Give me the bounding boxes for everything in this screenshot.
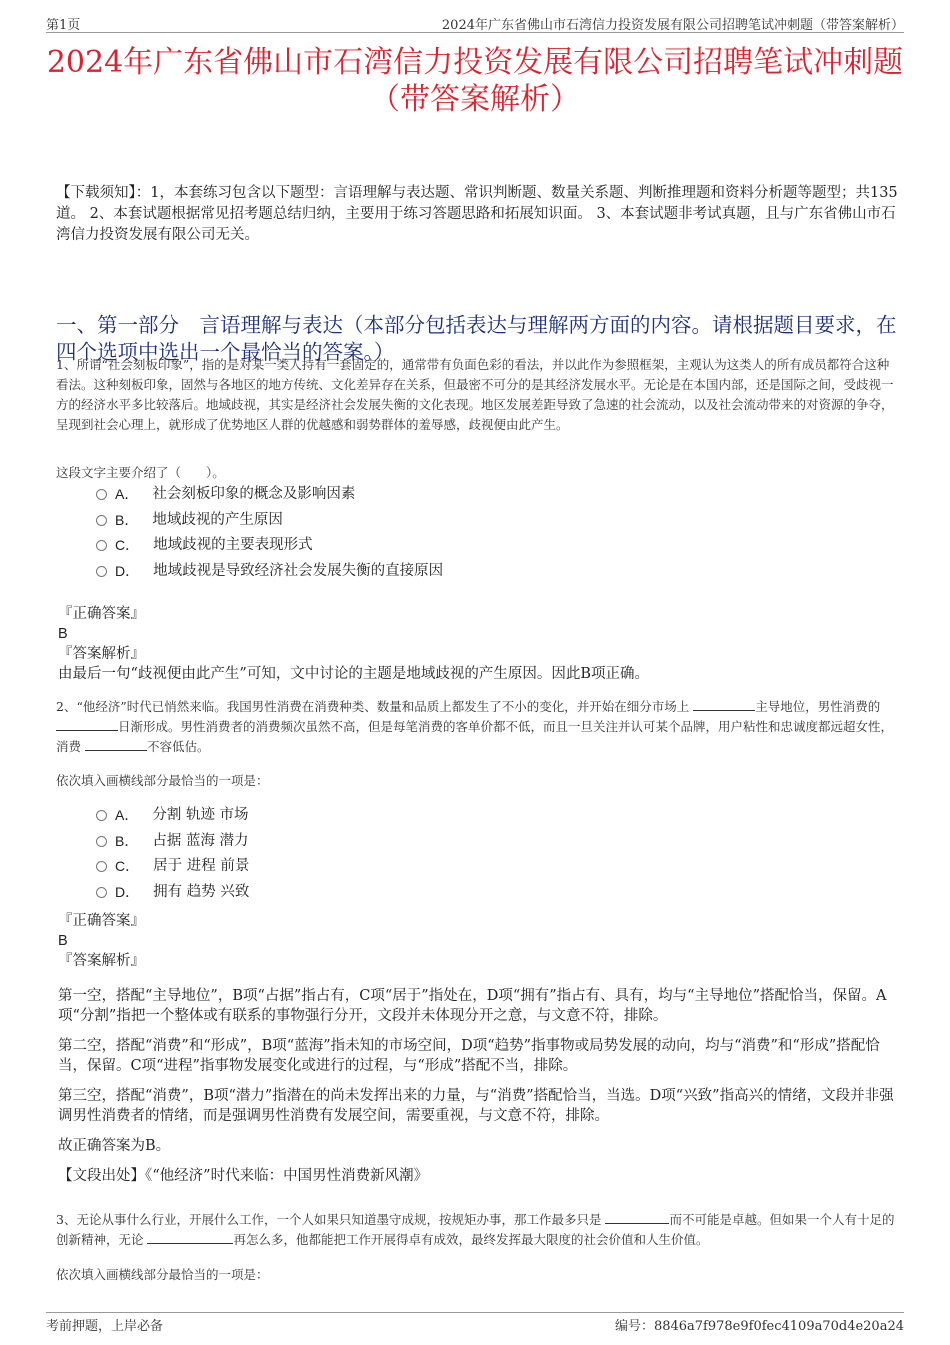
fill-blank	[56, 718, 118, 731]
q2-option-b[interactable]: B． 占据 蓝海 潜力	[96, 829, 249, 855]
question-1-text: 1、所谓“社会刻板印象”，指的是对某一类人持有一套固定的，通常带有负面色彩的看法，并以此作为参照框架，主观认为这类人的所有成员都符合这种看法。这种刻板印象，固然与各地区的地方传统、文化差异存在关系，但最密不可分的是其经济发展水平。无论是在本国内部，还是国际之间，受歧视一方的经济水平多比较落后。地域歧视，其实是经济社会发展失衡的文化表现。地区发展差距导致了急速的社会流动，以及社会流动带来的对资源的争夺，呈现到社会心理上，就形成了优势地区人群的优越感和弱势群体的羞辱感，歧视便由此产生。	[56, 357, 894, 432]
q1-option-b[interactable]: B． 地域歧视的产生原因	[96, 508, 443, 534]
question-3-prompt: 依次填入画横线部分最恰当的一项是：	[56, 1267, 269, 1282]
header-doc-title: 2024年广东省佛山市石湾信力投资发展有限公司招聘笔试冲刺题（带答案解析）	[441, 18, 904, 33]
radio-icon[interactable]	[96, 887, 107, 898]
radio-icon[interactable]	[96, 489, 107, 500]
question-1-analysis: 由最后一句“歧视便由此产生”可知，文中讨论的主题是地域歧视的产生原因。因此B项正确。	[58, 666, 649, 682]
fill-blank	[693, 698, 755, 711]
correct-answer-label: 『正确答案』	[58, 913, 145, 929]
radio-icon[interactable]	[96, 836, 107, 847]
footer-serial: 编号：8846a7f978e9f0fec4109a70d4e20a24	[614, 1319, 904, 1334]
analysis-paragraph: 第三空，搭配“消费”，B项“潜力”指潜在的尚未发挥出来的力量，与“消费”搭配恰当，当选。D项“兴致”指高兴的情绪，文段并非强调男性消费者的情绪，而是强调男性消费有发展空间，需要重视，与文意不符，排除。	[58, 1088, 894, 1124]
question-3-text: 3、无论从事什么行业，开展什么工作，一个人如果只知道墨守成规，按规矩办事，那工作最多只是 而不可能是卓越。但如果一个人有十足的创新精神，无论 再怎么多，他都能把工作开展得卓有成效，最终发挥最大限度的社会价值和人生价值。	[56, 1212, 895, 1247]
question-1-answer-block	[58, 604, 904, 684]
fill-blank	[605, 1211, 669, 1224]
page-header	[46, 14, 904, 33]
fill-blank	[147, 1231, 233, 1244]
question-1-options	[96, 482, 443, 584]
page-footer	[46, 1312, 904, 1334]
analysis-paragraph: 第一空，搭配“主导地位”，B项“占据”指占有，C项“居于”指处在，D项“拥有”指占有、具有，均与“主导地位”搭配恰当，保留。A项“分割”指把一个整体或有联系的事物强行分开，文段并未体现分开之意，与文意不符，排除。	[58, 988, 887, 1024]
correct-answer-value: B	[58, 933, 68, 949]
q2-option-c[interactable]: C． 居于 进程 前景	[96, 854, 249, 880]
correct-answer-value: B	[58, 626, 68, 642]
analysis-label: 『答案解析』	[58, 953, 145, 969]
question-2-text: 2、“他经济”时代已悄然来临。我国男性消费在消费种类、数量和品质上都发生了不小的变化，并开始在细分市场上 主导地位，男性消费的 日渐形成。男性消费者的消费频次虽然不高，但是每笔消费的客单价都不低，而且一旦关注并认可某个品牌，用户粘性和忠诚度都远超女性，消费 不容低估。	[56, 699, 894, 754]
q2-option-d[interactable]: D． 拥有 趋势 兴致	[96, 880, 249, 906]
source-citation: 【文段出处】《“他经济”时代来临：中国男性消费新风潮》	[58, 1168, 429, 1184]
analysis-label: 『答案解析』	[58, 646, 145, 662]
document-title: 2024年广东省佛山市石湾信力投资发展有限公司招聘笔试冲刺题（带答案解析）	[46, 45, 904, 117]
analysis-conclusion: 故正确答案为B。	[58, 1138, 171, 1154]
radio-icon[interactable]	[96, 566, 107, 577]
radio-icon[interactable]	[96, 810, 107, 821]
q1-option-d[interactable]: D． 地域歧视是导致经济社会发展失衡的直接原因	[96, 559, 443, 585]
fill-blank	[85, 738, 147, 751]
analysis-paragraph: 第二空，搭配“消费”和“形成”，B项“蓝海”指未知的市场空间，D项“趋势”指事物或局势发展的动向，均与“消费”和“形成”搭配恰当，保留。C项“进程”指事物发展变化或进行的过程，与“形成”搭配不当，排除。	[58, 1038, 880, 1074]
page-number: 第1页	[46, 18, 81, 33]
section-title: 一、第一部分 言语理解与表达（本部分包括表达与理解两方面的内容。请根据题目要求，在四个选项中选出一个最恰当的答案。）	[56, 313, 897, 364]
q1-option-a[interactable]: A． 社会刻板印象的概念及影响因素	[96, 482, 443, 508]
download-notice: 【下载须知】：1，本套练习包含以下题型：言语理解与表达题、常识判断题、数量关系题、判断推理题和资料分析题等题型；共135道。 2、本套试题根据常见招考题总结归纳，主要用于练习答题思路和拓展知识面。 3、本套试题非考试真题，且与广东省佛山市石湾信力投资发展有限公司无关。	[56, 185, 898, 243]
footer-slogan: 考前押题，上岸必备	[46, 1319, 164, 1334]
question-2-prompt: 依次填入画横线部分最恰当的一项是：	[56, 773, 269, 788]
question-2-options	[96, 803, 249, 905]
q2-option-a[interactable]: A． 分割 轨迹 市场	[96, 803, 249, 829]
question-2-answer-block	[58, 911, 904, 971]
correct-answer-label: 『正确答案』	[58, 606, 145, 622]
question-1-stem: 这段文字主要介绍了（ ）。	[56, 465, 225, 480]
radio-icon[interactable]	[96, 515, 107, 526]
question-2-analysis	[58, 986, 900, 1196]
radio-icon[interactable]	[96, 540, 107, 551]
radio-icon[interactable]	[96, 861, 107, 872]
q1-option-c[interactable]: C． 地域歧视的主要表现形式	[96, 533, 443, 559]
